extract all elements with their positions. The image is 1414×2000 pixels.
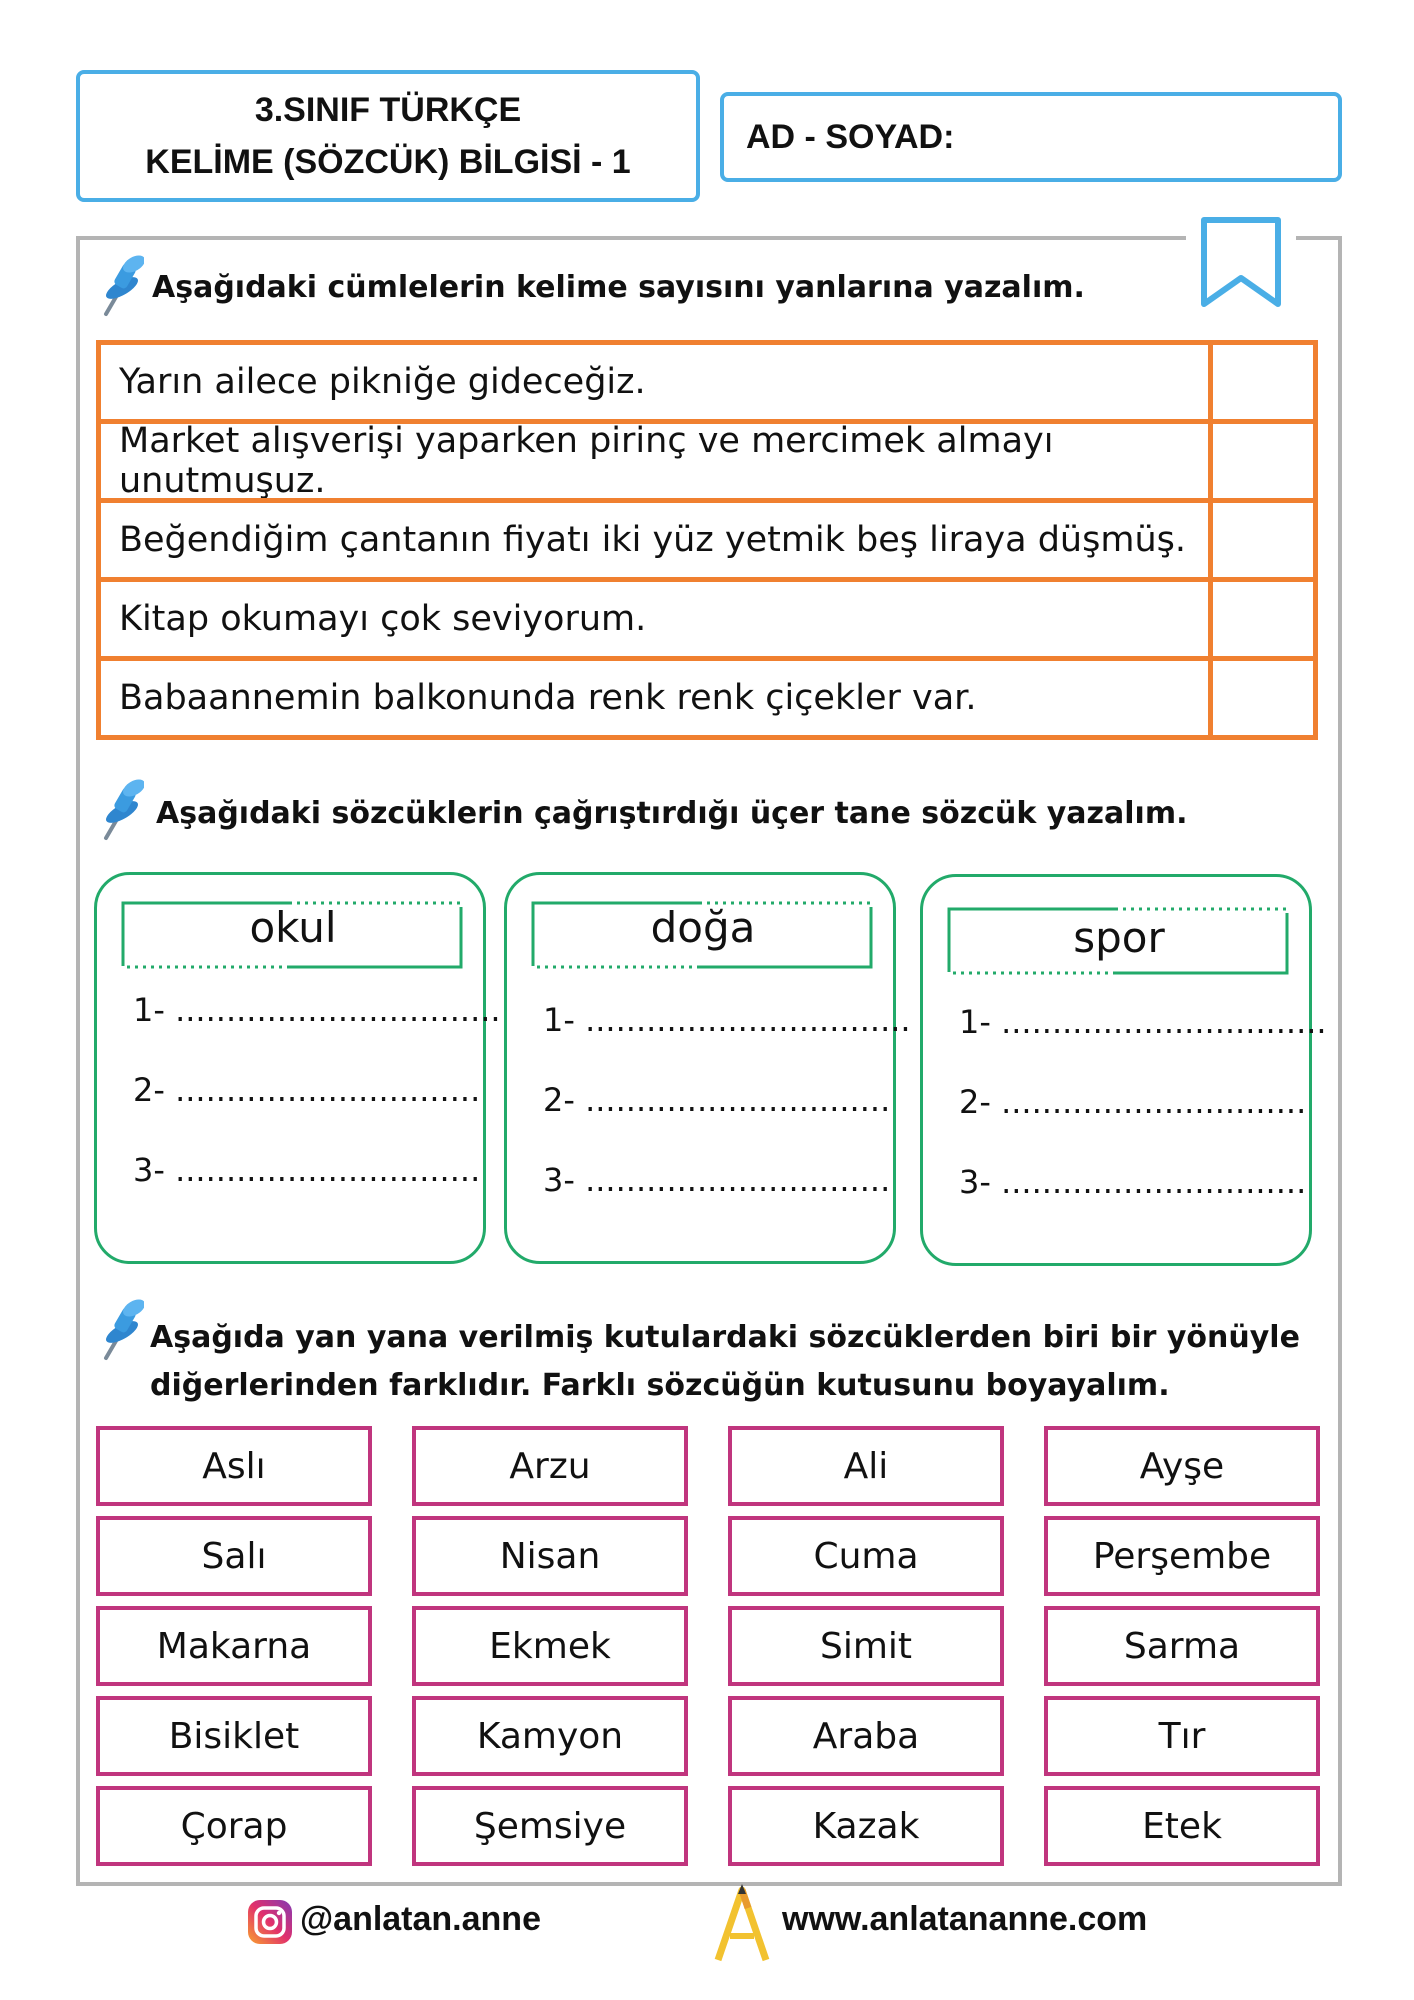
word-count-answer-box[interactable] bbox=[1213, 345, 1313, 419]
sentence-text: Beğendiğim çantanın fiyatı iki yüz yetmik beş liraya düşmüş. bbox=[101, 503, 1213, 577]
word-box[interactable]: Makarna bbox=[96, 1606, 372, 1686]
word-box[interactable]: Kazak bbox=[728, 1786, 1004, 1866]
worksheet-title-line2: KELİME (SÖZCÜK) BİLGİSİ - 1 bbox=[145, 143, 631, 181]
section2-instruction: Aşağıdaki sözcüklerin çağrıştırdığı üçer tane sözcük yazalım. bbox=[156, 796, 1188, 831]
answer-line[interactable]: 1- ................................ bbox=[133, 991, 501, 1029]
sentence-text: Babaannemin balkonunda renk renk çiçekler var. bbox=[101, 661, 1213, 735]
word-box[interactable]: Simit bbox=[728, 1606, 1004, 1686]
bookmark-icon bbox=[1198, 216, 1284, 312]
word-box[interactable]: Sarma bbox=[1044, 1606, 1320, 1686]
sentence-row bbox=[96, 498, 1318, 582]
word-box[interactable]: Etek bbox=[1044, 1786, 1320, 1866]
section3-instruction-line2: diğerlerinden farklıdır. Farklı sözcüğün kutusunu boyayalım. bbox=[150, 1368, 1170, 1403]
answer-line[interactable]: 1- ................................ bbox=[543, 1001, 911, 1039]
push-pin-icon bbox=[92, 1296, 144, 1366]
instagram-icon bbox=[246, 1898, 294, 1946]
sentence-row bbox=[96, 656, 1318, 740]
answer-line[interactable]: 2- .............................. bbox=[959, 1083, 1307, 1121]
word-box[interactable]: Ayşe bbox=[1044, 1426, 1320, 1506]
sentence-row bbox=[96, 419, 1318, 503]
word-box[interactable]: Arzu bbox=[412, 1426, 688, 1506]
word-box[interactable]: Kamyon bbox=[412, 1696, 688, 1776]
push-pin-icon bbox=[92, 776, 144, 846]
word-box[interactable]: Ekmek bbox=[412, 1606, 688, 1686]
answer-line[interactable]: 3- .............................. bbox=[543, 1161, 891, 1199]
word-count-answer-box[interactable] bbox=[1213, 661, 1313, 735]
word-box[interactable]: Tır bbox=[1044, 1696, 1320, 1776]
association-card bbox=[920, 874, 1327, 1266]
worksheet-title-box bbox=[76, 70, 700, 202]
website-link[interactable]: www.anlatananne.com bbox=[782, 1900, 1148, 1938]
card-keyword: spor bbox=[1073, 913, 1165, 962]
word-count-answer-box[interactable] bbox=[1213, 582, 1313, 656]
name-label: AD - SOYAD: bbox=[746, 117, 955, 156]
word-box[interactable]: Nisan bbox=[412, 1516, 688, 1596]
sentence-text: Market alışverişi yaparken pirinç ve mercimek almayı unutmuşuz. bbox=[101, 424, 1213, 498]
answer-line[interactable]: 3- .............................. bbox=[959, 1163, 1307, 1201]
sentence-text: Yarın ailece pikniğe gideceğiz. bbox=[101, 345, 1213, 419]
word-box[interactable]: Şemsiye bbox=[412, 1786, 688, 1866]
sentence-row bbox=[96, 340, 1318, 424]
word-box[interactable]: Araba bbox=[728, 1696, 1004, 1776]
answer-line[interactable]: 2- .............................. bbox=[543, 1081, 891, 1119]
section1-instruction: Aşağıdaki cümlelerin kelime sayısını yanlarına yazalım. bbox=[152, 270, 1085, 305]
word-box[interactable]: Salı bbox=[96, 1516, 372, 1596]
answer-line[interactable]: 1- ................................ bbox=[959, 1003, 1327, 1041]
logo-a-icon bbox=[712, 1884, 772, 1964]
word-count-answer-box[interactable] bbox=[1213, 424, 1313, 498]
answer-line[interactable]: 3- .............................. bbox=[133, 1151, 481, 1189]
push-pin-icon bbox=[92, 252, 144, 322]
word-box[interactable]: Bisiklet bbox=[96, 1696, 372, 1776]
answer-line[interactable]: 2- .............................. bbox=[133, 1071, 481, 1109]
instagram-handle[interactable]: @anlatan.anne bbox=[300, 1900, 541, 1938]
word-count-answer-box[interactable] bbox=[1213, 503, 1313, 577]
sentence-text: Kitap okumayı çok seviyorum. bbox=[101, 582, 1213, 656]
word-box[interactable]: Ali bbox=[728, 1426, 1004, 1506]
word-box[interactable]: Perşembe bbox=[1044, 1516, 1320, 1596]
card-keyword: doğa bbox=[650, 903, 756, 952]
sentence-row bbox=[96, 577, 1318, 661]
card-keyword: okul bbox=[249, 903, 337, 952]
section3-instruction-line1: Aşağıda yan yana verilmiş kutulardaki sözcüklerden biri bir yönüyle bbox=[150, 1320, 1300, 1355]
worksheet-title-line1: 3.SINIF TÜRKÇE bbox=[254, 91, 522, 129]
word-box[interactable]: Cuma bbox=[728, 1516, 1004, 1596]
name-field[interactable] bbox=[720, 92, 1342, 182]
association-card bbox=[504, 872, 911, 1264]
word-box[interactable]: Aslı bbox=[96, 1426, 372, 1506]
association-card bbox=[94, 872, 501, 1264]
word-box[interactable]: Çorap bbox=[96, 1786, 372, 1866]
